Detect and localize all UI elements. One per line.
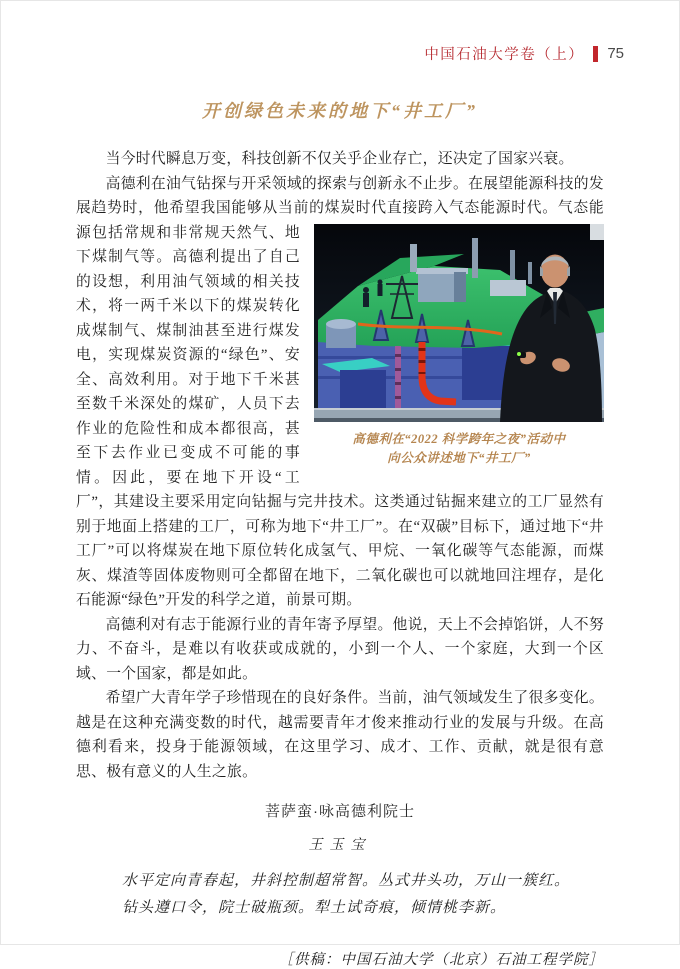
article-content xyxy=(1,1,679,969)
page-header xyxy=(424,43,624,64)
header-divider-bar xyxy=(593,46,598,62)
caption-line-2: 向公众讲述地下“井工厂” xyxy=(387,450,531,465)
photo-illustration xyxy=(314,224,604,422)
laser-pointer-light xyxy=(517,352,521,356)
article-title: 开创绿色未来的地下“井工厂” xyxy=(202,101,478,121)
poem-title: 菩萨蛮·咏高德利院士 xyxy=(265,803,415,820)
poem-line-2: 钻头遵口令，院士破瓶颈。犁土试奇痕，倾情桃李新。 xyxy=(122,900,507,916)
article-body xyxy=(76,147,604,784)
page-number: 75 xyxy=(607,45,624,62)
photo-gao-deli-presentation xyxy=(314,224,604,422)
paragraph-1: 当今时代瞬息万变，科技创新不仅关乎企业存亡，还决定了国家兴衰。 xyxy=(105,151,574,167)
attribution-line: ［供稿：中国石油大学（北京）石油工程学院］ xyxy=(278,952,604,968)
screen-edge-highlight xyxy=(590,224,604,240)
poem-section xyxy=(76,800,604,922)
caption-line-1: 高德利在“2022 科学跨年之夜”活动中 xyxy=(352,431,566,446)
photo-caption xyxy=(314,430,604,468)
poem-line-1: 水平定向青春起，井斜控制超常智。丛式井头功，万山一簇红。 xyxy=(122,873,571,889)
paragraph-2-before-figure: 高德利在油气钻探与开采领域的探索与创新永不止步。在展望能源科技的发展趋势时，他希望我国能够从当前的煤炭时代直接跨入气态能源时代。气态能源包括常规和 xyxy=(76,175,604,241)
paragraph-4: 希望广大青年学子珍惜现在的良好条件。当前，油气领域发生了很多变化。越是在这种充满变数的时代，越需要青年才俊来推动行业的发展与升级。在高德利看来，投身于能源领域，在这里学习、成才、工作、贡献，就是很有意思、极有意义的人生之旅。 xyxy=(76,690,604,780)
paragraph-3: 高德利对有志于能源行业的青年寄予厚望。他说，天上不会掉馅饼，人不努力、不奋斗，是难以有收获或成就的，小到一个人、一个家庭，大到一个区域、一个国家，都是如此。 xyxy=(76,616,604,682)
journal-title: 中国石油大学卷（上） xyxy=(424,47,585,63)
paragraph-2-after-figure: 非常规天然气、地下煤制气等。高德利提出了自己的设想，利用油气领域的相关技术，将一两千米以下的煤炭转化成煤制气、煤制油甚至进行煤发电，实现煤炭资源的“绿色”、安全、高效利用。对于地下千米甚至数千米深处的煤矿，人员下去作业的危险性和成本都很高，甚至下去作业已变成不可能的事情。因此，要在地下开设“工厂”，其建设主要采用定向钻掘与完井技术。这类通过钻掘来建立的工厂显然有别于地面上搭建的工厂，可称为地下“井工厂”。在“双碳”目标下，通过地下“井工厂”可以将煤炭在地下原位转化成氢气、甲烷、一氧化碳等气态能源，而煤灰、煤渣等固体废物则可全都留在地下，二氧化碳也可以就地回注埋存，是化石能源“绿色”开发的科学之道，前景可期。 xyxy=(76,224,604,608)
poem-author: 王玉宝 xyxy=(308,838,372,853)
figure-block xyxy=(314,224,604,468)
poem-body xyxy=(76,868,604,922)
paragraph-2 xyxy=(76,172,604,613)
